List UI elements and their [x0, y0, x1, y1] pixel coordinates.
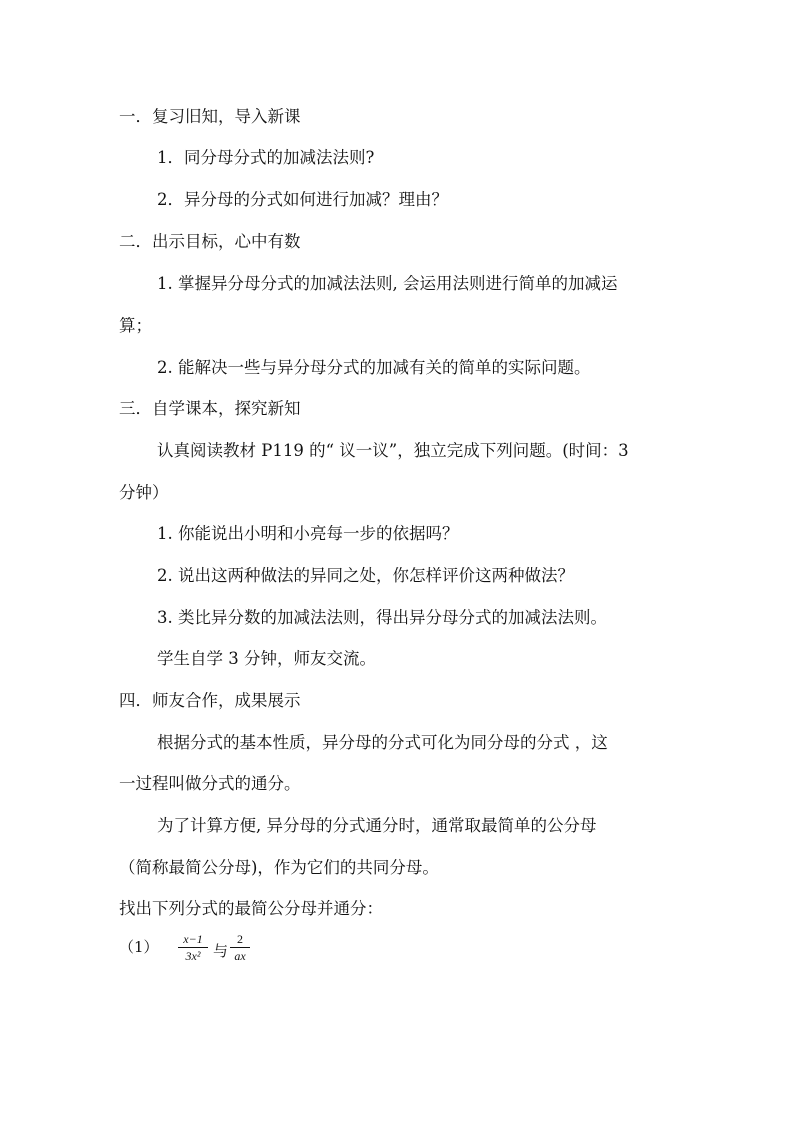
problem-1-label: （1） — [119, 938, 159, 956]
fraction-2-numerator: 2 — [230, 933, 250, 948]
fraction-2 — [230, 933, 250, 963]
task-2: 2. 说出这两种做法的异同之处，你怎样评价这两种做法？ — [157, 566, 574, 585]
section4-heading: 四．师友合作，成果展示 — [119, 691, 301, 710]
review-question-2: 2．异分母的分式如何进行加减？理由？ — [157, 190, 448, 209]
paragraph-1-line-2: 一过程叫做分式的通分。 — [119, 774, 301, 793]
review-question-1: 1．同分母分式的加减法法则? — [157, 148, 375, 167]
fraction-1 — [178, 933, 208, 963]
paragraph-1-line-1: 根据分式的基本性质，异分母的分式可化为同分母的分式 ，这 — [157, 733, 608, 752]
fraction-1-numerator: x−1 — [178, 933, 208, 948]
section2-heading: 二．出示目标，心中有数 — [119, 232, 301, 251]
section1-heading: 一．复习旧知，导入新课 — [119, 107, 301, 126]
paragraph-2-line-1: 为了计算方便, 异分母的分式通分时，通常取最简单的公分母 — [157, 816, 597, 835]
goal-1-line-2: 算； — [119, 316, 152, 335]
task-1: 1. 你能说出小明和小亮每一步的依据吗？ — [157, 524, 459, 543]
reading-instruction-line-2: 分钟） — [119, 483, 169, 502]
fraction-2-denominator: ax — [234, 949, 246, 963]
section3-heading: 三．自学课本，探究新知 — [119, 399, 301, 418]
task-3: 3. 类比异分数的加减法法则，得出异分母分式的加减法法则。 — [157, 608, 607, 627]
paragraph-2-line-2: （简称最简公分母)，作为它们的共同分母。 — [119, 858, 439, 877]
fraction-connector: 与 — [213, 942, 229, 960]
goal-2: 2. 能解决一些与异分母分式的加减有关的简单的实际问题。 — [157, 358, 591, 377]
goal-1-line-1: 1. 掌握异分母分式的加减法法则, 会运用法则进行简单的加减运 — [157, 274, 618, 293]
self-study-note: 学生自学 3 分钟，师友交流。 — [157, 649, 376, 668]
fraction-1-denominator: 3x² — [185, 949, 201, 963]
reading-instruction-line-1: 认真阅读教材 P119 的“ 议一议”，独立完成下列问题。(时间：3 — [157, 441, 629, 460]
exercise-prompt: 找出下列分式的最简公分母并通分： — [119, 899, 383, 918]
